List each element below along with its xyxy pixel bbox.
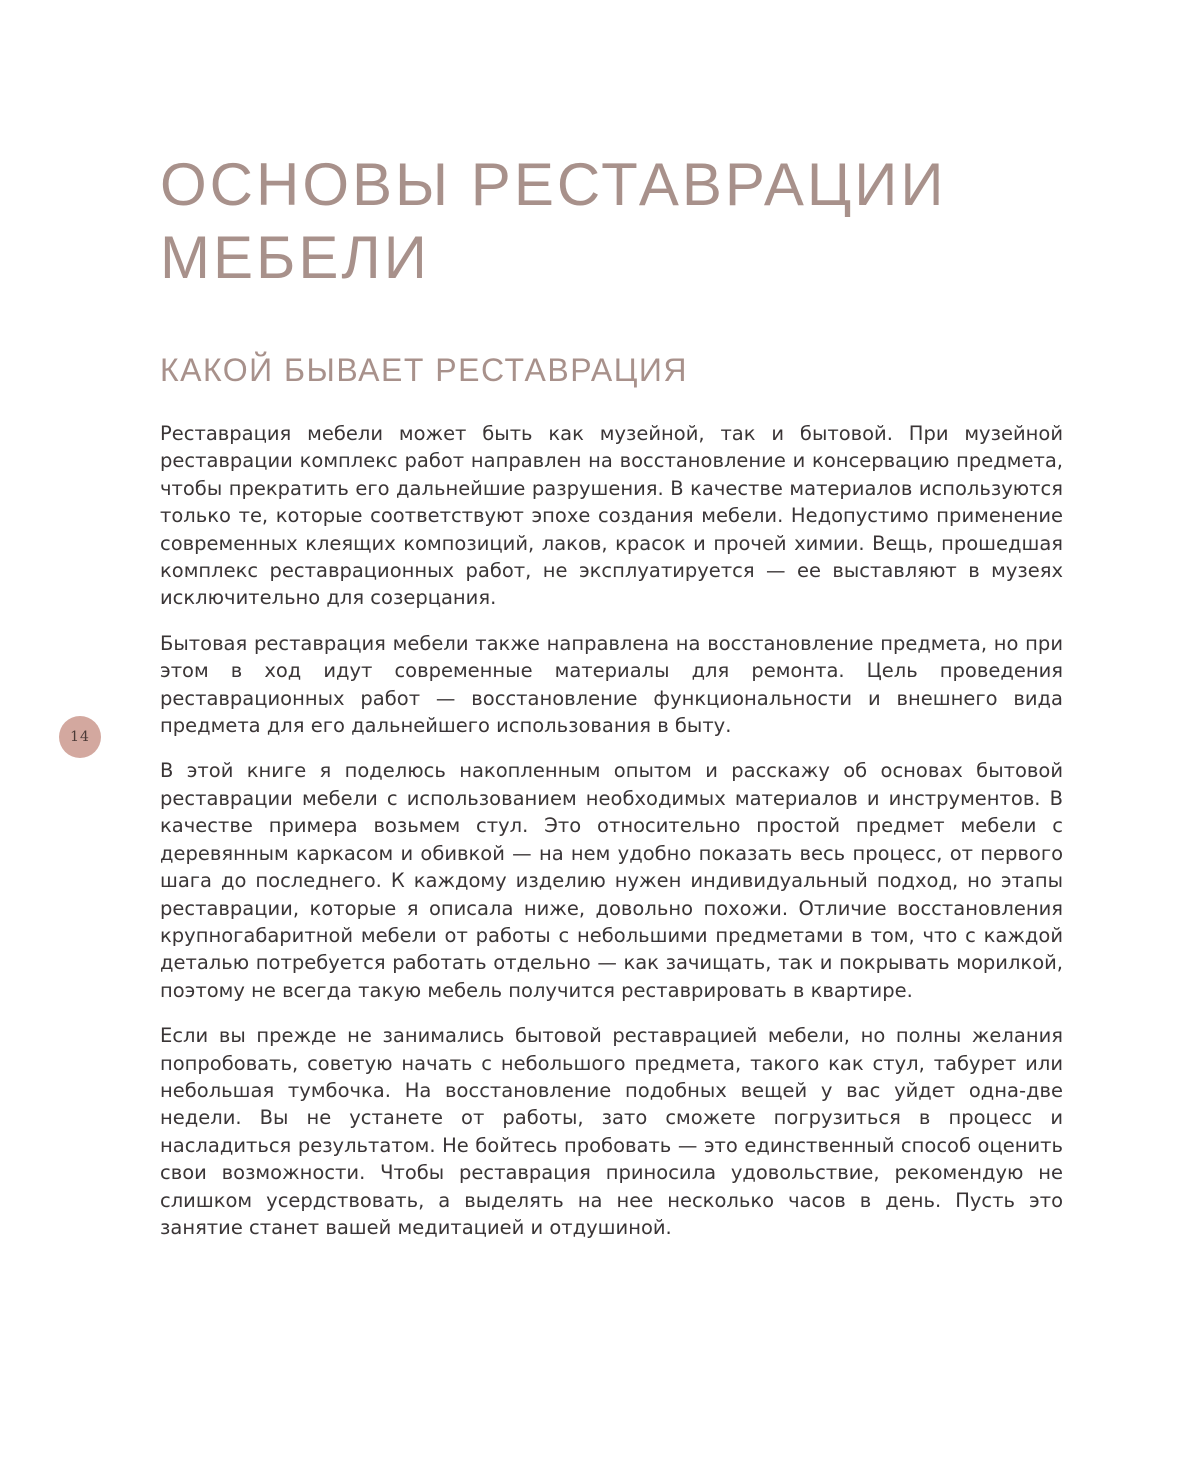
chapter-title-line-1: ОСНОВЫ РЕСТАВРАЦИИ [160,151,947,218]
paragraph-book-overview: В этой книге я поделюсь накопленным опытом и расскажу об основах бытовой реставрации мебели с использованием необходимых материалов и инструментов. В качестве примера возьмем стул. Это относительно простой предмет мебели с деревянным каркасом и обивкой — на нем удобно показать весь процесс, от первого шага до последнего. К каждому изделию нужен индивидуальный подход, но этапы реставрации, которые я описала ниже, довольно похожи. Отличие восстановления крупногабаритной мебели от работы с небольшими предметами в том, что с каждой деталью потребуется работать отдельно — как зачищать, так и покрывать морилкой, поэтому не всегда такую мебель получится реставрировать в квартире. [160,759,1063,1002]
paragraph-museum-restoration: Реставрация мебели может быть как музейной, так и бытовой. При музейной реставрации комплекс работ направлен на восстановление и консервацию предмета, чтобы прекратить его дальнейшие разрушения. В качестве материалов используются только те, которые соответствуют эпохе создания мебели. Недопустимо применение современных клеящих композиций, лаков, красок и прочей химии. Вещь, прошедшая комплекс реставрационных работ, не эксплуатируется — ее выставляют в музеях исключительно для созерцания. [160,422,1063,610]
body-text [160,420,1063,1259]
section-title: КАКОЙ БЫВАЕТ РЕСТАВРАЦИЯ [160,352,689,388]
paragraph-household-restoration: Бытовая реставрация мебели также направлена на восстановление предмета, но при этом в ход идут современные материалы для ремонта. Цель проведения реставрационных работ — восстановление функциональности и внешнего вида предмета для его дальнейшего использования в быту. [160,631,1063,738]
page-number-badge [59,716,101,758]
paragraph-advice: Если вы прежде не занимались бытовой реставрацией мебели, но полны желания попробовать, советую начать с небольшого предмета, такого как стул, табурет или небольшая тумбочка. На восстановление подобных вещей у вас уйдет одна-две недели. Вы не устанете от работы, зато сможете погрузиться в процесс и насладиться результатом. Не бойтесь пробовать — это единственный способ оценить свои возможности. Чтобы реставрация приносила удовольствие, рекомендую не слишком усердствовать, а выделять на нее несколько часов в день. Пусть это занятие станет вашей медитацией и отдушиной. [160,1024,1063,1239]
chapter-title-line-2: МЕБЕЛИ [160,224,430,291]
chapter-title [160,148,1110,294]
page-number: 14 [70,729,90,745]
